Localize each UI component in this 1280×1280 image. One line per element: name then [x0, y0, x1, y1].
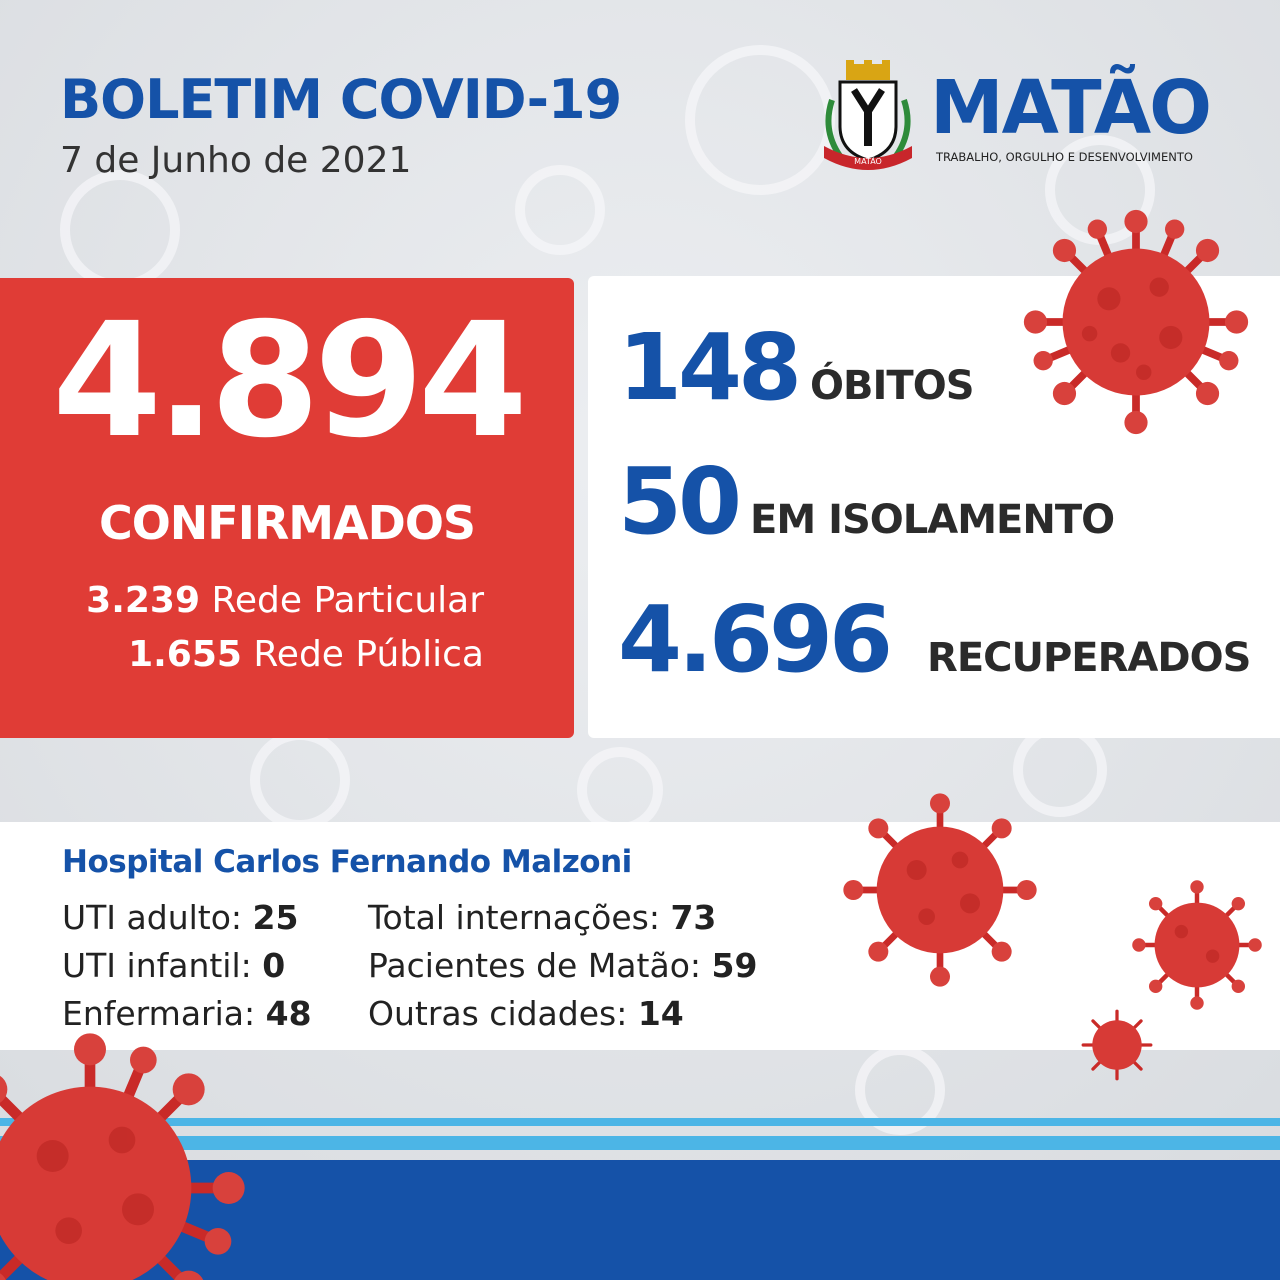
other-cities-value: 14: [637, 994, 684, 1033]
hospital-title: Hospital Carlos Fernando Malzoni: [62, 844, 632, 880]
local-patients-value: 59: [711, 946, 758, 985]
public-network-line: [128, 634, 484, 675]
recovered-stat: [618, 586, 1251, 693]
uti-adult-label: UTI adulto:: [62, 898, 243, 937]
confirmed-total: 4.894: [52, 289, 522, 473]
public-network-value: 1.655: [128, 634, 242, 675]
deaths-stat: [618, 314, 974, 421]
local-patients-row: [368, 946, 757, 985]
private-network-label: Rede Particular: [211, 580, 484, 621]
coronavirus-icon: [0, 1028, 250, 1280]
city-tagline: TRABALHO, ORGULHO E DESENVOLVIMENTO: [936, 150, 1193, 164]
confirmed-label: CONFIRMADOS: [98, 496, 476, 550]
city-name: MATÃO: [930, 65, 1211, 151]
recovered-value: 4.696: [618, 586, 890, 693]
isolation-label: EM ISOLAMENTO: [750, 497, 1115, 543]
coronavirus-icon: [1020, 206, 1252, 438]
private-network-line: [86, 580, 484, 621]
other-cities-row: [368, 994, 684, 1033]
public-network-label: Rede Pública: [253, 634, 484, 675]
private-network-value: 3.239: [86, 580, 201, 621]
total-admissions-label: Total internações:: [368, 898, 660, 937]
isolation-value: 50: [618, 448, 739, 555]
city-coat-of-arms-icon: [818, 60, 918, 170]
coronavirus-icon: [1130, 878, 1264, 1012]
ward-label: Enfermaria:: [62, 994, 256, 1033]
bulletin-date: 7 de Junho de 2021: [60, 140, 412, 181]
confirmed-card: [0, 278, 574, 738]
total-admissions-value: 73: [670, 898, 717, 937]
deaths-value: 148: [618, 314, 799, 421]
total-admissions-row: [368, 898, 716, 937]
uti-adult-row: [62, 898, 298, 937]
uti-child-value: 0: [262, 946, 286, 985]
city-logo: [818, 60, 1238, 170]
coronavirus-icon: [840, 790, 1040, 990]
bulletin-title: BOLETIM COVID-19: [60, 68, 622, 131]
isolation-stat: [618, 448, 1115, 555]
svg-text:MATÃO: MATÃO: [854, 157, 882, 166]
local-patients-label: Pacientes de Matão:: [368, 946, 701, 985]
uti-child-label: UTI infantil:: [62, 946, 252, 985]
ward-value: 48: [265, 994, 312, 1033]
recovered-label: RECUPERADOS: [927, 635, 1251, 681]
uti-child-row: [62, 946, 285, 985]
coronavirus-icon: [1078, 1006, 1156, 1084]
deaths-label: ÓBITOS: [810, 363, 974, 409]
other-cities-label: Outras cidades:: [368, 994, 628, 1033]
uti-adult-value: 25: [252, 898, 299, 937]
